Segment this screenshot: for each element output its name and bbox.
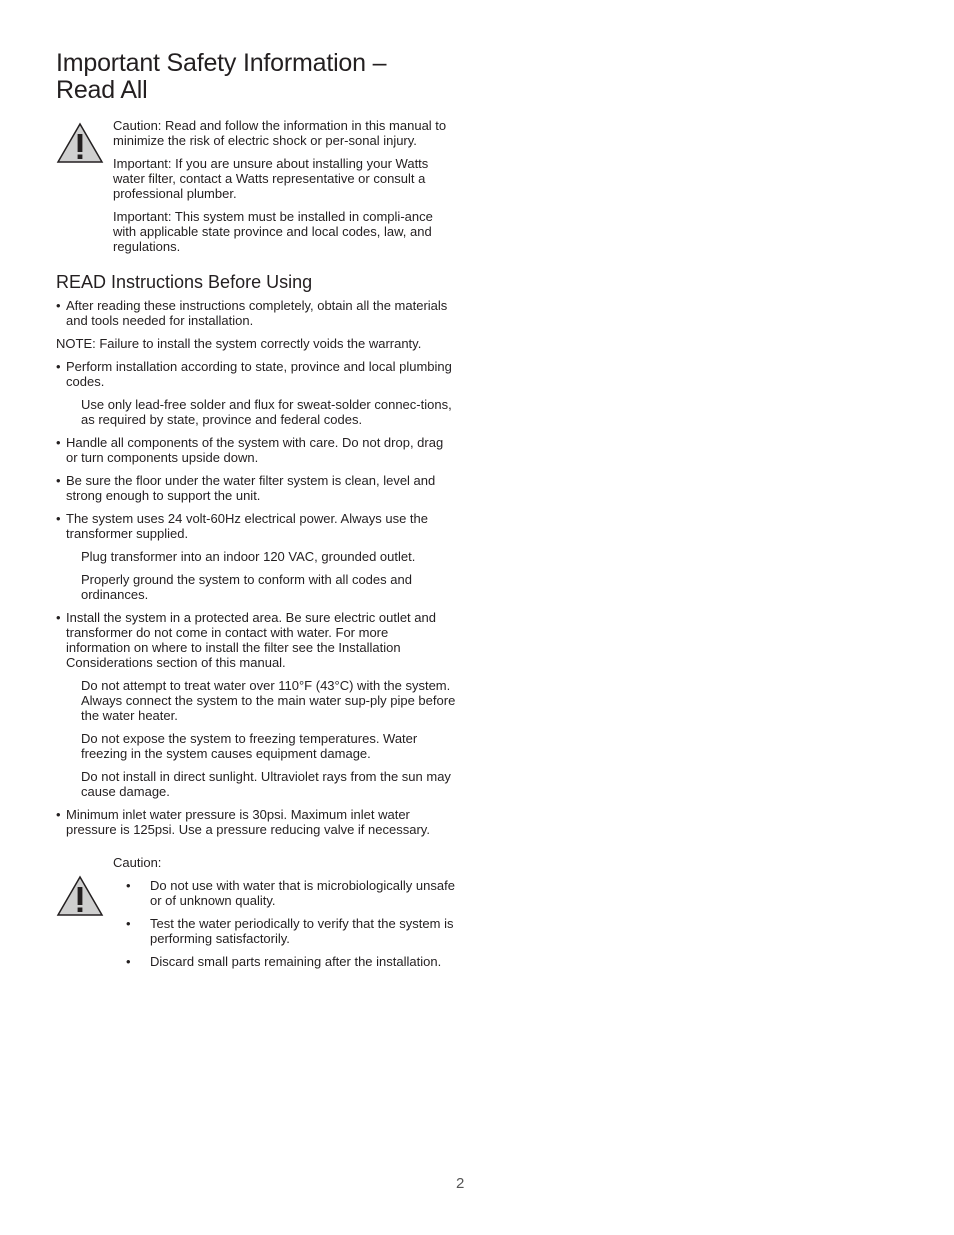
list-item-text: The system uses 24 volt-60Hz electrical power. Always use the transformer supplied. [66,511,428,541]
document-page [56,50,456,977]
list-item-text: Handle all components of the system with care. Do not drop, drag or turn components upside down. [66,435,444,465]
bullet-marker: • [56,610,61,625]
list-item [56,610,456,670]
bullet-marker: • [56,473,61,488]
bullet-marker: • [56,435,61,450]
caution-item-text: Do not use with water that is microbiologically unsafe or of unknown quality. [150,878,455,908]
read-instructions-heading: READ Instructions Before Using [56,272,313,292]
caution-list-item [125,954,456,969]
list-item-text: After reading these instructions completely, obtain all the materials and tools needed for installation. [66,298,448,328]
page-title [56,50,456,104]
list-item [56,435,456,465]
caution-warning-block [56,855,456,969]
list-item [56,359,456,389]
list-item-text: Perform installation according to state, province and local plumbing codes. [66,359,452,389]
intro-caution-text: Caution: Read and follow the information in this manual to minimize the risk of electric shock or per-sonal injury. [113,118,447,148]
list-item-text: Be sure the floor under the water filter system is clean, level and strong enough to support the unit. [66,473,436,503]
sub-item-text: Do not install in direct sunlight. Ultraviolet rays from the sun may cause damage. [81,769,451,799]
sub-item-text: Plug transformer into an indoor 120 VAC, grounded outlet. [81,549,416,564]
bullet-marker: • [56,807,61,822]
intro-important-text-2: Important: This system must be installed in compli-ance with applicable state province and local codes, law, and regulations. [113,209,433,254]
caution-list-item [125,878,456,908]
page-number: 2 [456,1175,465,1192]
bullet-marker: • [56,511,61,526]
sub-item-text: Properly ground the system to conform with all codes and ordinances. [81,572,412,602]
bullet-marker: • [126,878,131,893]
list-item-text: Install the system in a protected area. Be sure electric outlet and transformer do not come in contact with water. For more information on where to install the filter see the Installation Considerations section of this manual. [66,610,436,670]
list-item-text: Minimum inlet water pressure is 30psi. Maximum inlet water pressure is 125psi. Use a pressure reducing valve if necessary. [66,807,430,837]
caution-list-item [125,916,456,946]
caution-label: Caution: [113,855,162,870]
page-title-line-2: Read All [56,76,148,104]
bullet-marker: • [56,298,61,313]
sub-item-text: Use only lead-free solder and flux for sweat-solder connec-tions, as required by state, province and federal codes. [81,397,452,427]
sub-item-text: Do not attempt to treat water over 110°F (43°C) with the system. Always connect the system to the main water sup-ply pipe before the water heater. [81,678,456,723]
caution-item-text: Test the water periodically to verify that the system is performing satisfactorily. [150,916,454,946]
bullet-marker: • [126,916,131,931]
warning-triangle-icon [56,875,104,917]
sub-item-text: Do not expose the system to freezing temperatures. Water freezing in the system causes equipment damage. [81,731,418,761]
bullet-marker: • [126,954,131,969]
warranty-note: NOTE: Failure to install the system correctly voids the warranty. [56,336,422,351]
caution-item-text: Discard small parts remaining after the installation. [150,954,442,969]
list-item [56,473,456,503]
list-item [56,807,456,837]
intro-important-text-1: Important: If you are unsure about installing your Watts water filter, contact a Watts representative or consult a professional plumber. [113,156,429,201]
list-item [56,298,456,328]
warning-triangle-icon [56,122,104,164]
bullet-marker: • [56,359,61,374]
intro-warning-block [56,118,456,254]
page-title-line-1: Important Safety Information – [56,49,387,77]
list-item [56,511,456,541]
